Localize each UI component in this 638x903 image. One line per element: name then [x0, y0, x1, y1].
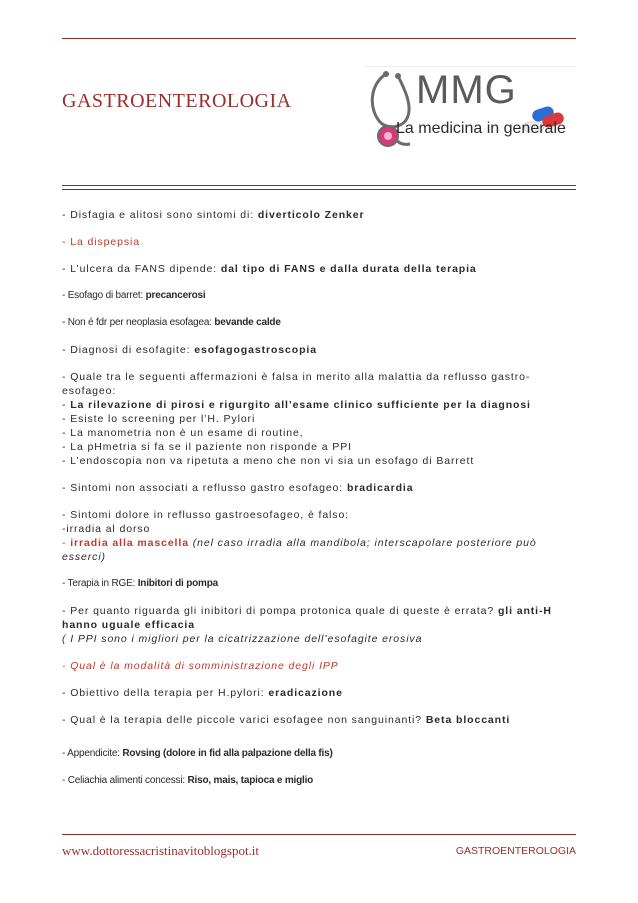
- question-text: - Appendicite:: [62, 748, 123, 759]
- logo-mark: MMG: [416, 68, 517, 112]
- answer-text: La rilevazione di pirosi e rigurgito all’esame clinico sufficiente per la diagnosi: [70, 399, 531, 411]
- question-text: - Disfagia e alitosi sono sintomi di:: [62, 209, 258, 221]
- footer-website-link[interactable]: www.dottoressacristinavitoblogspot.it: [62, 843, 260, 858]
- option-text: - Esiste lo screening per l’H. Pylori: [62, 413, 256, 425]
- question-text: - Sintomi dolore in reflusso gastroesofageo, è falso:: [62, 509, 349, 521]
- question-text: - Quale tra le seguenti affermazioni è falsa in merito alla malattia da reflusso gastro-esofageo:: [62, 371, 531, 397]
- list-item: [62, 262, 582, 276]
- question-text: - Obiettivo della terapia per H.pylori:: [62, 687, 269, 699]
- answer-text: bradicardia: [346, 482, 414, 494]
- quiz-content: [62, 208, 582, 788]
- list-item: [62, 481, 582, 495]
- list-item: [62, 577, 582, 591]
- question-text: - L’ulcera da FANS dipende:: [62, 263, 221, 275]
- answer-text: gli anti-H hanno uguale efficacia: [62, 605, 552, 631]
- list-item: [62, 208, 582, 222]
- answer-text: Rovsing (dolore in fid alla palpazione della fis): [122, 748, 333, 759]
- list-item: [62, 343, 582, 357]
- list-item: [62, 316, 582, 330]
- note-text: ( I PPI sono i migliori per la cicatrizzazione dell’esofagite erosiva: [62, 633, 423, 645]
- option-text: - La pHmetria si fa se il paziente non risponde a PPI: [62, 441, 352, 453]
- list-item: [62, 774, 582, 788]
- header-double-rule: [62, 185, 576, 190]
- answer-text: Beta bloccanti: [425, 714, 511, 726]
- bullet: -: [62, 537, 71, 549]
- answer-text: Riso, mais, tapioca e miglio: [187, 775, 314, 786]
- answer-line: [62, 398, 582, 412]
- question-text: - Per quanto riguarda gli inibitori di pompa protonica quale di queste è errata?: [62, 605, 498, 617]
- option-text: - L’endoscopia non va ripetuta a meno che non vi sia un esofago di Barrett: [62, 455, 475, 467]
- list-item: [62, 604, 582, 646]
- list-item: [62, 713, 582, 727]
- bullet: -: [62, 399, 71, 411]
- page-title: GASTROENTEROLOGIA: [62, 90, 292, 112]
- list-item: [62, 747, 582, 761]
- answer-text: esofagogastroscopia: [194, 344, 317, 356]
- question-text: - Non é fdr per neoplasia esofagea:: [62, 317, 215, 328]
- option-text: - La manometria non è un esame di routine,: [62, 427, 304, 439]
- question-text: - Sintomi non associati a reflusso gastro esofageo:: [62, 482, 347, 494]
- list-item: [62, 508, 582, 564]
- answer-text: bevande calde: [214, 317, 281, 328]
- footer-section-label: GASTROENTEROLOGIA: [455, 845, 576, 857]
- question-text: - Terapia in RGE:: [62, 578, 138, 589]
- top-rule: [62, 38, 576, 39]
- list-item: [62, 289, 582, 303]
- answer-text: Inibitori di pompa: [137, 578, 218, 589]
- list-item: [62, 370, 582, 468]
- answer-text: irradia alla mascella: [70, 537, 189, 549]
- footer-rule: [62, 834, 576, 835]
- question-answer: [62, 604, 582, 632]
- answer-line: [62, 536, 582, 564]
- option-text: -irradia al dorso: [62, 523, 151, 535]
- mmg-logo: [364, 66, 576, 150]
- logo-tagline: La medicina in generale: [396, 120, 566, 137]
- question-text: - Esofago di barret:: [62, 290, 146, 301]
- note-text: (nel caso irradia alla mandibola; interscapolare posteriore può esserci): [62, 537, 537, 563]
- question-text: - Diagnosi di esofagite:: [62, 344, 195, 356]
- answer-text: precancerosi: [145, 290, 206, 301]
- list-item: - La dispepsia: [62, 236, 140, 248]
- answer-text: diverticolo Zenker: [257, 209, 365, 221]
- question-text: - Qual è la terapia delle piccole varici esofagee non sanguinanti?: [62, 714, 426, 726]
- answer-text: dal tipo di FANS e dalla durata della terapia: [220, 263, 477, 275]
- list-item: - Qual è la modalità di somministrazione degli IPP: [62, 660, 339, 672]
- answer-text: eradicazione: [268, 687, 343, 699]
- list-item: [62, 686, 582, 700]
- question-text: - Celiachia alimenti concessi:: [62, 775, 188, 786]
